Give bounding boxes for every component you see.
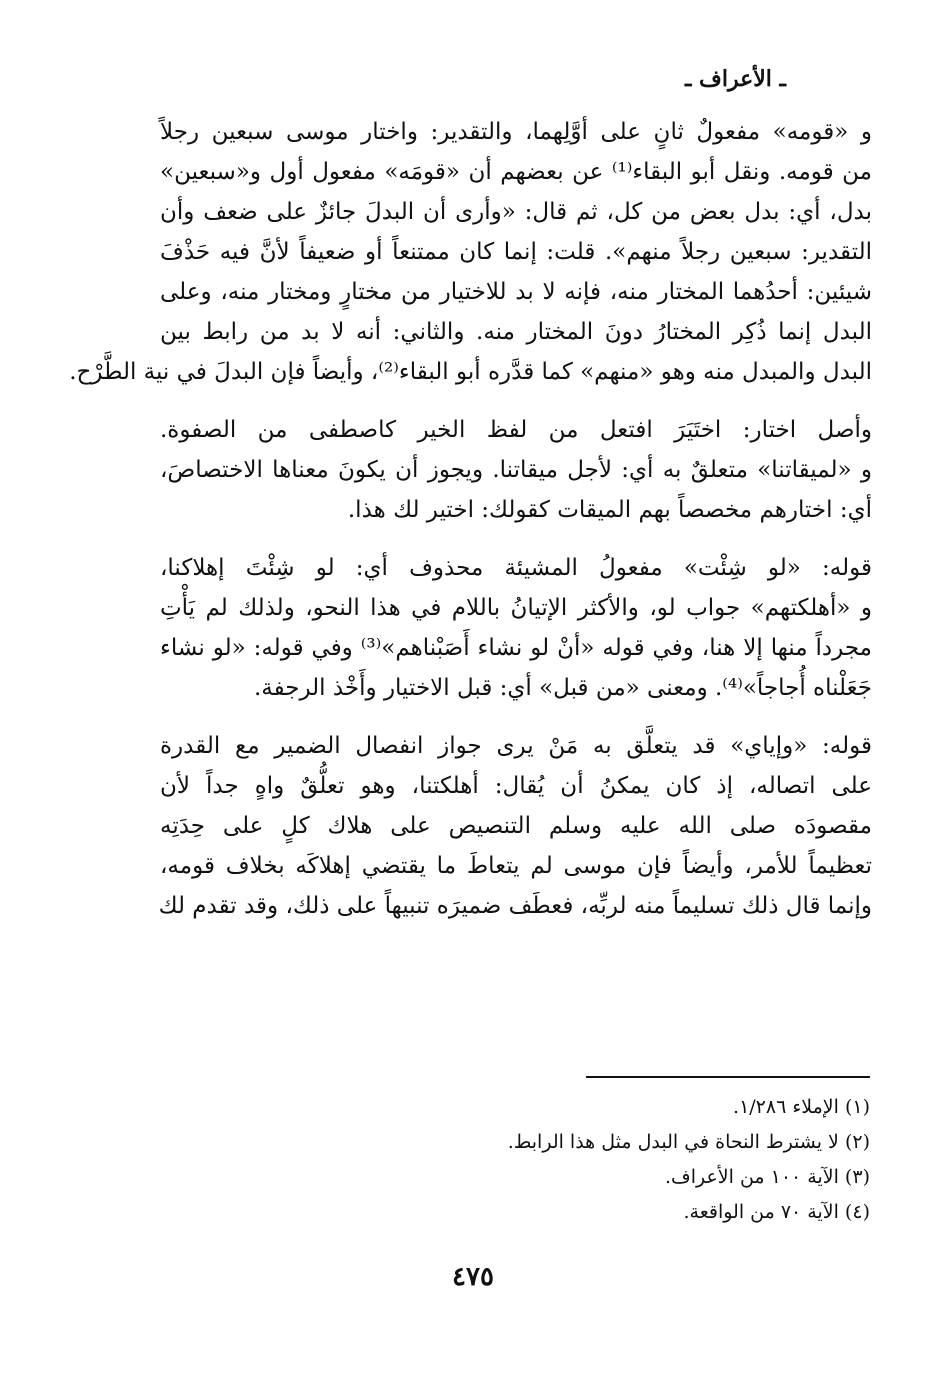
text-line: جَعَلْناه أُجاجاً»⁽⁴⁾. ومعنى «من قبل» أي: قبل الاختيار وأَخْذ الرجفة.	[253, 675, 872, 701]
text-line: مقصودَه صلى الله عليه وسلم التنصيص على هلاك كلٍ على حِدَتِه	[160, 813, 872, 839]
text-line: البدل والمبدل منه وهو «منهم» كما قدَّره أبو البقاء⁽²⁾، وأيضاً فإن البدلَ في نية الطَّرْح.	[69, 359, 872, 385]
text-line: وإنما قال ذلك تسليماً منه لربِّه، فعطَف ضميرَه تنبيهاً على ذلك، وقد تقدم لك	[158, 893, 872, 919]
paragraph	[69, 112, 873, 392]
text-line: البدل إنما ذُكِر المختارُ دونَ المختار منه. والثاني: أنه لا بد من رابط بين	[160, 319, 872, 345]
text-line: مجرداً منها إلا هنا، وفي قوله «أنْ لو نشاء أَصَبْناهم»⁽³⁾ وفي قوله: «لو نشاء	[160, 635, 872, 661]
text-line: و «قومه» مفعولٌ ثانٍ على أوَّلِهما، والتقدير: واختار موسى سبعين رجلاً	[160, 119, 872, 145]
running-header: ـ الأعراف ـ	[684, 66, 786, 92]
text-line: التقدير: سبعين رجلاً منهم». قلت: إنما كان ممتنعاً أو ضعيفاً لأنَّ فيه حَذْفَ	[160, 239, 872, 265]
footnotes	[170, 1090, 870, 1230]
footnote: (١) الإملاء ١/٢٨٦.	[733, 1096, 870, 1118]
paragraph	[160, 548, 872, 708]
paragraph	[160, 726, 872, 926]
text-line: وأصل اختار: اختَيَرَ افتعل من لفظ الخير كاصطفى من الصفوة.	[160, 417, 872, 443]
footnote: (٢) لا يشترط النحاة في البدل مثل هذا الرابط.	[507, 1131, 870, 1153]
text-line: و «أهلكتهم» جواب لو، والأكثر الإتيانُ باللام في هذا النحو، ولذلك لم يَأْتِ	[160, 595, 872, 621]
text-line: تعظيماً للأمر، وأيضاً فإن موسى لم يتعاطَ ما يقتضي إهلاكَه بخلاف قومه،	[160, 853, 872, 879]
paragraph-gap	[160, 530, 872, 548]
paragraph	[160, 410, 872, 530]
text-line: قوله: «لو شِئْت» مفعولُ المشيئة محذوف أي: لو شِئْتَ إهلاكنا،	[160, 555, 872, 581]
footnote: (٣) الآية ١٠٠ من الأعراف.	[664, 1166, 870, 1188]
paragraph-gap	[160, 392, 872, 410]
text-line: و «لميقاتنا» متعلقٌ به أي: لأجل ميقاتنا. ويجوز أن يكونَ معناها الاختصاصَ،	[160, 457, 872, 483]
text-line: قوله: «وإياي» قد يتعلَّق به مَنْ يرى جواز انفصال الضمير مع القدرة	[160, 733, 872, 759]
text-line: أي: اختارهم مخصصاً بهم الميقات كقولك: اختير لك هذا.	[347, 497, 872, 523]
text-line: من قومه. ونقل أبو البقاء⁽¹⁾ عن بعضهم أن «قومَه» مفعول أول و«سبعين»	[160, 159, 873, 185]
footnote: (٤) الآية ٧٠ من الواقعة.	[683, 1201, 870, 1223]
text-line: شيئين: أحدُهما المختار منه، فإنه لا بد للاختيار من مختارٍ ومختار منه، وعلى	[160, 279, 872, 305]
text-line: بدل، أي: بدل بعض من كل، ثم قال: «وأرى أن البدلَ جائزٌ على ضعف وأن	[160, 199, 872, 225]
text-line: على اتصاله، إذ كان يمكنُ أن يُقال: أهلكتنا، وهو تعلُّقٌ واهٍ جداً لأن	[160, 773, 872, 799]
main-text	[69, 112, 873, 926]
paragraph-gap	[160, 708, 872, 726]
page-number: ٤٧٥	[452, 1262, 494, 1292]
footnote-divider	[586, 1076, 870, 1078]
